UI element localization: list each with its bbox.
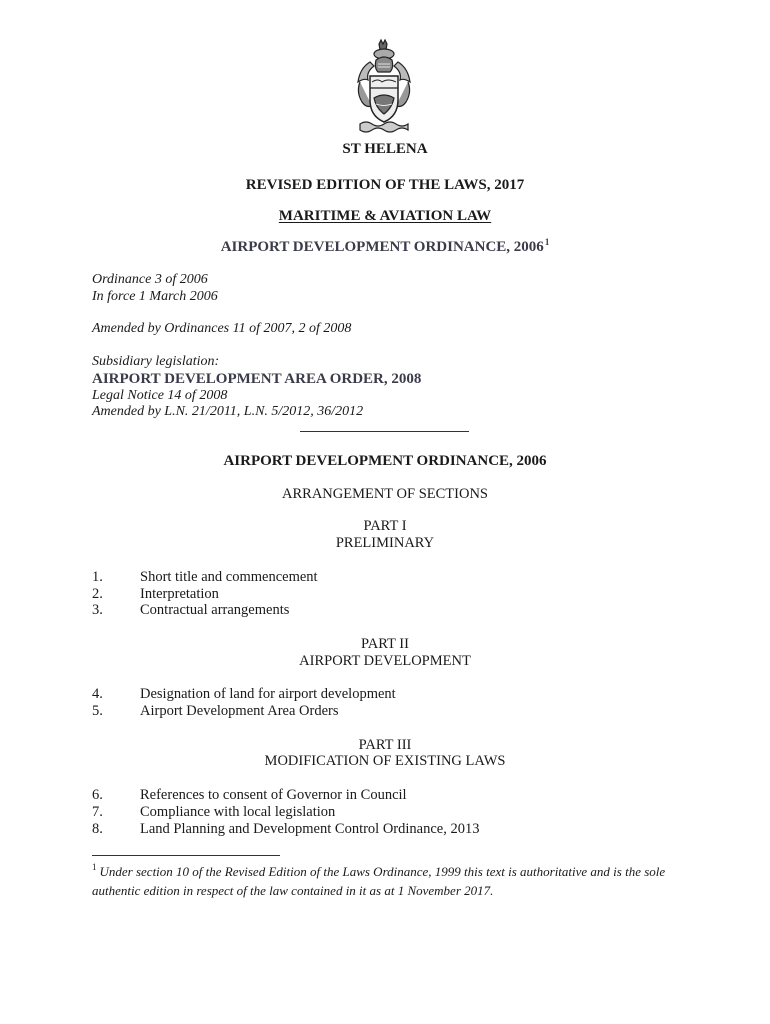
- section-entry: [92, 703, 339, 720]
- part-3-name: MODIFICATION OF EXISTING LAWS: [264, 753, 506, 769]
- edition-heading: REVISED EDITION OF THE LAWS, 2017: [245, 177, 525, 193]
- section-entry: [92, 804, 335, 821]
- section-number: 6.: [92, 787, 103, 803]
- footnote-divider: [92, 855, 280, 856]
- footnote-text: Under section 10 of the Revised Edition of the Laws Ordinance, 1999 this text is authoritative and is the sole authentic edition in respect of the law contained in it as at 1 November 2017.: [92, 864, 666, 898]
- ordinance-title: AIRPORT DEVELOPMENT ORDINANCE, 2006: [220, 239, 544, 255]
- section-title: Interpretation: [140, 586, 219, 602]
- subsidiary-label: Subsidiary legislation:: [92, 354, 220, 369]
- section-title: Land Planning and Development Control Ordinance, 2013: [140, 821, 480, 837]
- section-number: 5.: [92, 703, 103, 719]
- ordinance-number: Ordinance 3 of 2006: [92, 272, 208, 287]
- section-title: Compliance with local legislation: [140, 804, 336, 820]
- section-entry: [92, 569, 318, 586]
- section-title: Contractual arrangements: [140, 602, 290, 618]
- part-2-name: AIRPORT DEVELOPMENT: [299, 653, 471, 669]
- footnote-number: 1: [92, 862, 97, 872]
- part-3-label: PART III: [358, 737, 412, 753]
- part-1-name: PRELIMINARY: [335, 535, 435, 551]
- section-number: 2.: [92, 586, 103, 602]
- ordinance-title-heading: [0, 238, 770, 257]
- section-number: 7.: [92, 804, 103, 820]
- header-divider: [300, 431, 469, 432]
- section-number: 1.: [92, 569, 103, 585]
- amendments: Amended by Ordinances 11 of 2007, 2 of 2008: [92, 321, 352, 336]
- section-entry: [92, 686, 396, 703]
- section-number: 3.: [92, 602, 103, 618]
- section-title: Designation of land for airport development: [140, 686, 396, 702]
- section-entry: [92, 821, 479, 838]
- in-force-date: In force 1 March 2006: [92, 289, 218, 304]
- part-1-label: PART I: [363, 518, 407, 534]
- section-title: Airport Development Area Orders: [140, 703, 339, 719]
- section-entry: [92, 787, 407, 804]
- section-number: 4.: [92, 686, 103, 702]
- subsidiary-amendments: Amended by L.N. 21/2011, L.N. 5/2012, 36/2012: [92, 404, 364, 419]
- subsidiary-title: AIRPORT DEVELOPMENT AREA ORDER, 2008: [92, 371, 422, 387]
- section-entry: [92, 586, 219, 603]
- footnote: [92, 863, 692, 899]
- arrangement-heading: ARRANGEMENT OF SECTIONS: [282, 486, 488, 502]
- coat-of-arms-icon: [346, 38, 422, 138]
- category-heading: MARITIME & AVIATION LAW: [278, 208, 492, 224]
- legal-notice: Legal Notice 14 of 2008: [92, 388, 228, 403]
- footnote-ref: 1: [544, 237, 550, 247]
- section-number: 8.: [92, 821, 103, 837]
- section-title: References to consent of Governor in Council: [140, 787, 407, 803]
- section-entry: [92, 602, 289, 619]
- section-title: Short title and commencement: [140, 569, 318, 585]
- jurisdiction-heading: ST HELENA: [342, 141, 428, 157]
- part-2-label: PART II: [361, 636, 409, 652]
- body-title: AIRPORT DEVELOPMENT ORDINANCE, 2006: [223, 453, 547, 469]
